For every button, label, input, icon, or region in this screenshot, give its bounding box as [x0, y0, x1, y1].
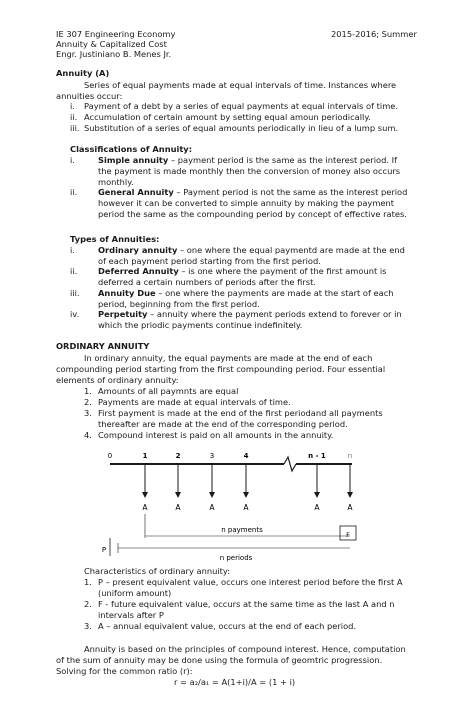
present-value-label: P [101, 546, 107, 554]
list-item-continuation: deferred a certain numbers of periods after the first. [98, 277, 316, 287]
list-item-continuation: the payment is made monthly then the conversion of money also occurs [98, 166, 401, 176]
closing-paragraph-line: Annuity is based on the principles of compound interest. Hence, computation [84, 644, 406, 654]
document-page: IE 307 Engineering Economy Annuity & Capitalized Cost Engr. Justiniano B. Menes Jr. 2015-2016; Summer Annuity (A) Series of equal payments made at equal intervals of time. Instances where annuities occur: i. Payment of a debt by a series of equal payments at equal intervals of time. ii. Accumulation of certain amount by setting equal amoun periodically. iii. Substitution of a series of equal amounts periodically in lieu of a lump sum. Classifications of Annuity: i. Simple annuity – payment period is the same as the interest period. If the payment is made monthly then the conversion of money also occurs monthly. ii. General Annuity – Payment period is not the same as the interest period however it can be converted to simple annuity by making the payment period the same as the compounding period by concept of effective rates. Types of Annuities: i. Ordinary annuity – one where the equal paymentd are made at the end of each payment period starting from the first period. ii. Deferred Annuity – is one where the payment of the first amount is deferred a certain numbers of periods after the first. iii. Annuity Due – one where the payments are made at the start of each period, beginning from the first period. iv. Perpetuity – annuity where the payment periods extend to forever or in which the priodic payments continue indefinitely. ORDINARY ANNUITY In ordinary annuity, the equal payments are made at the end of each compounding period starting from the first compounding period. Four essential elements of ordinary annuity: 1. Amounts of all paymnts are equal 2. Payments are made at equal intervals of time. 3. First payment is made at the end of the first periodand all payments thereafter are made at the end of the corresponding period. 4. Compound interest is paid on all amounts in the annuity. 0 1 2 3 4 n - 1 n A A A A A A n payments F P n periods Characteristics of ordinary annuity: 1. P – present equivalent value, occurs one interest period before the first A (uniform amount) 2. F - future equivalent value, occurs at the same time as the last A and n intervals after P 3. A – annual equivalent value, occurs at the end of each period. Annuity is based on the principles of compound interest. Hence, computation of the sum of annuity may be done using the formula of geomtric progression. Solving for the common ratio (r): r = a₂/a₁ = A(1+i)/A = (1 + i) [0, 0, 474, 724]
course-title: IE 307 Engineering Economy [56, 29, 176, 39]
common-ratio-formula: r = a₂/a₁ = A(1+i)/A = (1 + i) [174, 677, 296, 687]
topic-title: Annuity & Capitalized Cost [56, 39, 167, 49]
list-item-continuation: however it can be converted to simple annuity by making the payment [98, 198, 395, 208]
period-label: n [347, 452, 353, 460]
list-item-continuation: which the priodic payments continue indefinitely. [98, 320, 303, 330]
annuity-heading: Annuity (A) [56, 68, 110, 78]
classifications-heading: Classifications of Annuity: [70, 144, 193, 154]
period-label: 0 [107, 452, 113, 460]
instructor-name: Engr. Justiniano B. Menes Jr. [56, 49, 172, 59]
future-value-label: F [346, 531, 350, 539]
payment-label: A [142, 503, 148, 512]
n-periods-label: n periods [219, 554, 253, 562]
list-item-continuation: period the same as the compounding period by concept of effective rates. [98, 209, 407, 219]
period-label: 3 [209, 452, 215, 460]
period-label: 1 [142, 452, 148, 460]
list-item-continuation: monthly. [98, 177, 134, 187]
ordinary-paragraph-line: compounding period starting from the first compounding period. Four essential [56, 364, 386, 374]
period-label: n - 1 [308, 452, 326, 460]
closing-paragraph-line: Solving for the common ratio (r): [56, 666, 193, 676]
ordinary-annuity-heading: ORDINARY ANNUITY [56, 341, 150, 351]
payment-label: A [175, 503, 181, 512]
timeline-break [284, 457, 296, 471]
closing-paragraph-line: of the sum of annuity may be done using the formula of geomtric progression. [56, 655, 383, 665]
term-label: 2015-2016; Summer [331, 29, 417, 39]
list-item-continuation: thereafter are made at the end of the corresponding period. [98, 419, 348, 429]
period-label: 4 [243, 452, 249, 460]
period-label: 2 [175, 452, 181, 460]
list-item-continuation: of each payment period starting from the first period. [98, 256, 321, 266]
annuity-intro-line2: annuities occur: [56, 91, 123, 101]
list-item-continuation: period, beginning from the first period. [98, 299, 260, 309]
characteristics-heading: Characteristics of ordinary annuity: [84, 566, 231, 576]
payment-label: A [209, 503, 215, 512]
payment-label: A [243, 503, 249, 512]
ordinary-paragraph-line: elements of ordinary annuity: [56, 375, 179, 385]
ordinary-paragraph-line: In ordinary annuity, the equal payments are made at the end of each [84, 353, 373, 363]
types-heading: Types of Annuities: [70, 234, 160, 244]
payment-label: A [347, 503, 353, 512]
payment-label: A [314, 503, 320, 512]
annuity-intro-line1: Series of equal payments made at equal intervals of time. Instances where [84, 80, 397, 90]
list-item-continuation: (uniform amount) [98, 588, 172, 598]
list-item-continuation: intervals after P [98, 610, 164, 620]
n-payments-label: n payments [221, 526, 263, 534]
